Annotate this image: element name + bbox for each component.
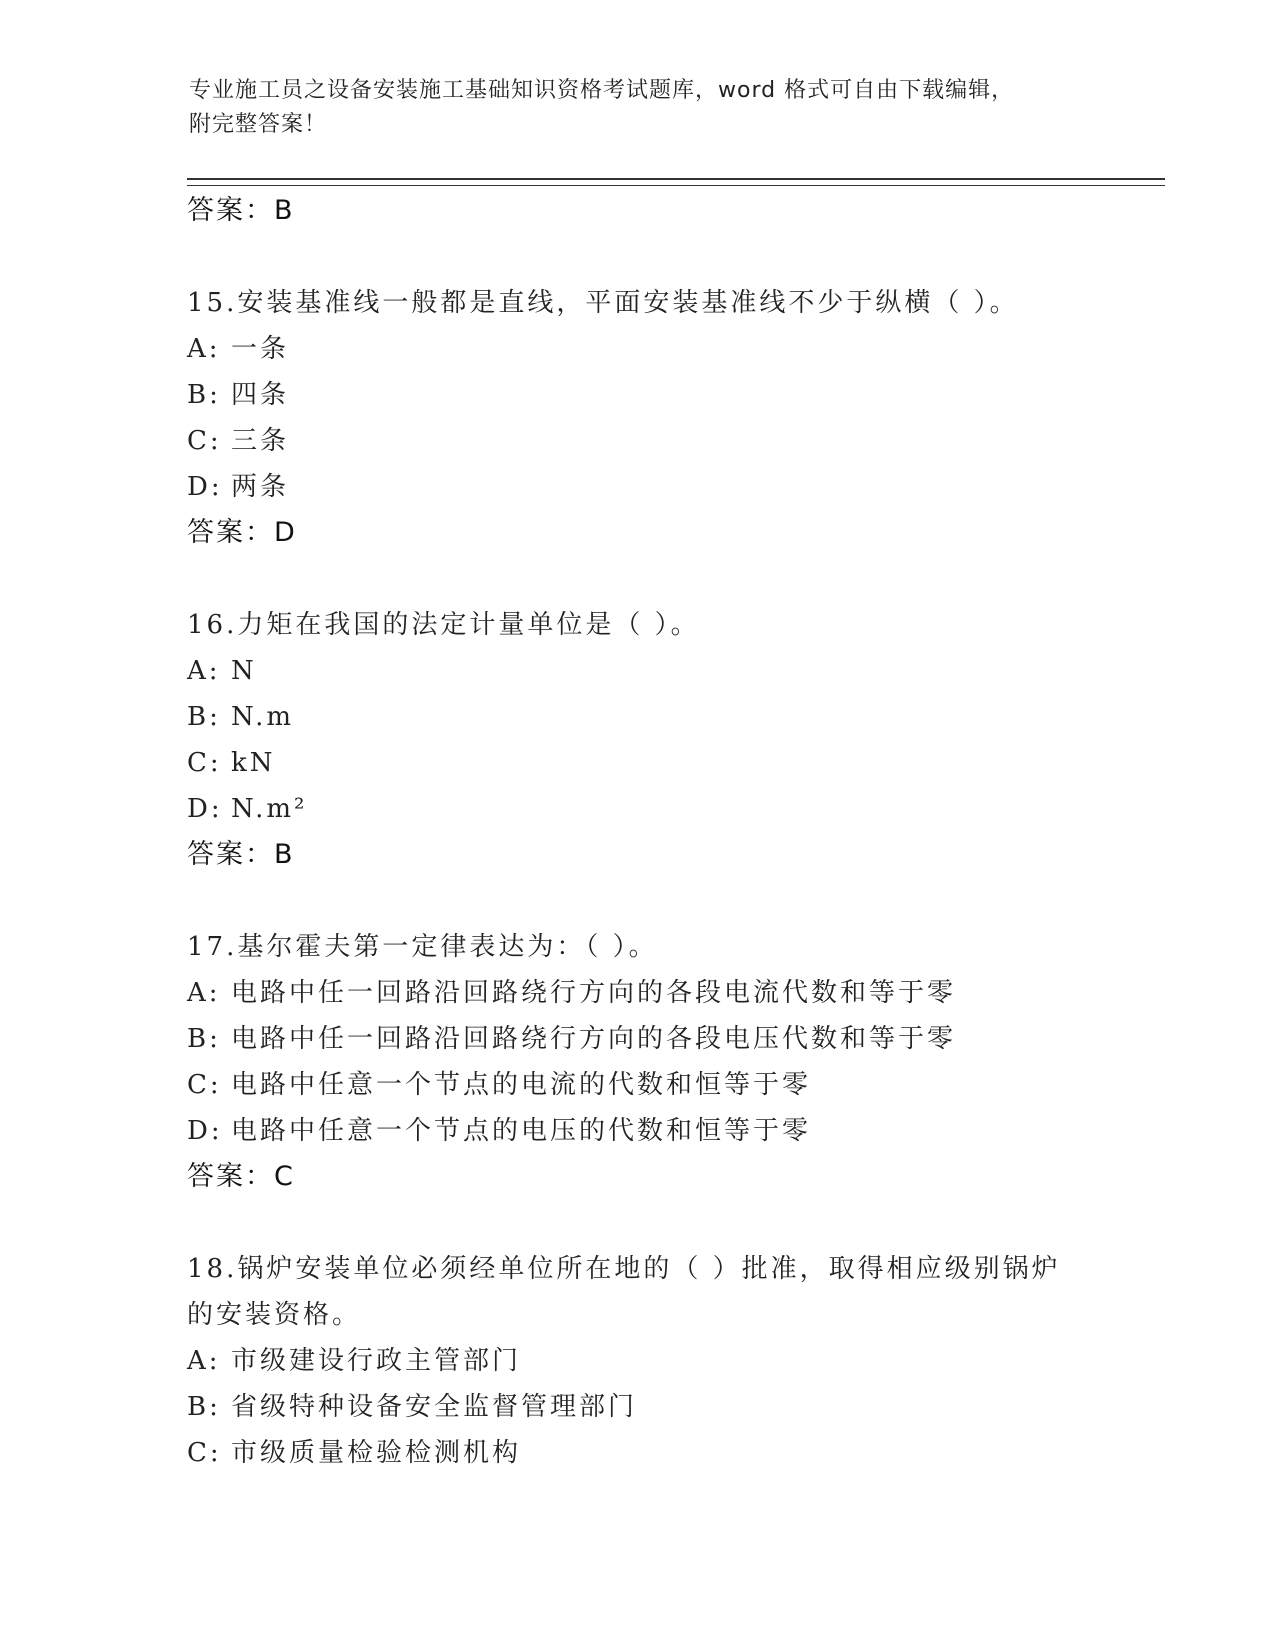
option-key: D:: [187, 472, 223, 502]
question-list: [187, 188, 1147, 1476]
option-key: C:: [187, 1070, 222, 1100]
question-17: [187, 924, 1147, 1200]
option-key: B:: [187, 1024, 221, 1054]
option-key: A:: [187, 334, 221, 364]
question-answer: [187, 1154, 1147, 1200]
question-18: [187, 1246, 1147, 1476]
option-d: [187, 1108, 1147, 1154]
option-a: [187, 326, 1147, 372]
option-key: A:: [187, 1346, 221, 1376]
option-c: [187, 740, 1147, 786]
spacer: [187, 878, 1147, 924]
question-15: [187, 280, 1147, 556]
option-text: 省级特种设备安全监督管理部门: [231, 1392, 638, 1422]
option-b: [187, 1016, 1147, 1062]
answer-label: 答案：: [187, 839, 274, 870]
option-key: A:: [187, 978, 221, 1008]
question-number: 15.: [187, 288, 238, 318]
answer-value: D: [274, 517, 295, 548]
option-text: 三条: [231, 426, 290, 456]
option-text: 电路中任一回路沿回路绕行方向的各段电流代数和等于零: [231, 978, 957, 1008]
option-c: [187, 1430, 1147, 1476]
option-key: A:: [187, 656, 221, 686]
option-b: [187, 372, 1147, 418]
option-text: 电路中任一回路沿回路绕行方向的各段电压代数和等于零: [231, 1024, 957, 1054]
spacer: [187, 234, 1147, 280]
spacer: [187, 1200, 1147, 1246]
question-answer: [187, 832, 1147, 878]
answer-label: 答案：: [187, 195, 274, 226]
question-stem: [187, 924, 1147, 970]
option-key: C:: [187, 748, 222, 778]
option-text: 电路中任意一个节点的电流的代数和恒等于零: [231, 1070, 812, 1100]
spacer: [187, 556, 1147, 602]
option-text: 一条: [231, 334, 290, 364]
option-text: 四条: [231, 380, 290, 410]
option-key: B:: [187, 1392, 221, 1422]
option-key: B:: [187, 702, 221, 732]
option-text: kN: [231, 748, 276, 778]
option-c: [187, 1062, 1147, 1108]
option-c: [187, 418, 1147, 464]
option-key: D:: [187, 794, 223, 824]
question-number: 17.: [187, 932, 238, 962]
option-text: N.m²: [231, 794, 308, 824]
option-key: B:: [187, 380, 221, 410]
previous-answer: [187, 188, 1147, 234]
question-answer: [187, 510, 1147, 556]
option-d: [187, 786, 1147, 832]
question-number: 16.: [187, 610, 238, 640]
option-b: [187, 694, 1147, 740]
option-text: 电路中任意一个节点的电压的代数和恒等于零: [231, 1116, 812, 1146]
question-text: 基尔霍夫第一定律表达为：（ ）。: [237, 932, 658, 962]
option-d: [187, 464, 1147, 510]
question-number: 18.: [187, 1254, 238, 1284]
question-stem: [187, 280, 1147, 326]
option-text: N: [231, 656, 257, 686]
question-text: 安装基准线一般都是直线，平面安装基准线不少于纵横（ ）。: [237, 288, 1019, 318]
answer-value: C: [274, 1161, 293, 1192]
answer-value: B: [274, 195, 293, 226]
option-key: C:: [187, 1438, 222, 1468]
option-text: 市级质量检验检测机构: [231, 1438, 522, 1468]
answer-label: 答案：: [187, 1161, 274, 1192]
header-line-1: 专业施工员之设备安装施工基础知识资格考试题库，word 格式可自由下载编辑，: [189, 78, 1015, 103]
option-text: 两条: [231, 472, 290, 502]
option-a: [187, 648, 1147, 694]
question-stem: [187, 602, 1147, 648]
question-text: 力矩在我国的法定计量单位是（ ）。: [237, 610, 700, 640]
document-header: [189, 74, 1069, 142]
answer-value: B: [274, 839, 293, 870]
option-key: C:: [187, 426, 222, 456]
option-key: D:: [187, 1116, 223, 1146]
question-stem: [187, 1246, 1067, 1338]
option-text: 市级建设行政主管部门: [231, 1346, 522, 1376]
question-16: [187, 602, 1147, 878]
header-divider: [187, 178, 1165, 186]
answer-label: 答案：: [187, 517, 274, 548]
question-text: 锅炉安装单位必须经单位所在地的（ ）批准，取得相应级别锅炉的安装资格。: [187, 1254, 1061, 1330]
option-a: [187, 1338, 1147, 1384]
header-line-2: 附完整答案！: [189, 112, 328, 137]
option-a: [187, 970, 1147, 1016]
option-b: [187, 1384, 1147, 1430]
option-text: N.m: [231, 702, 295, 732]
